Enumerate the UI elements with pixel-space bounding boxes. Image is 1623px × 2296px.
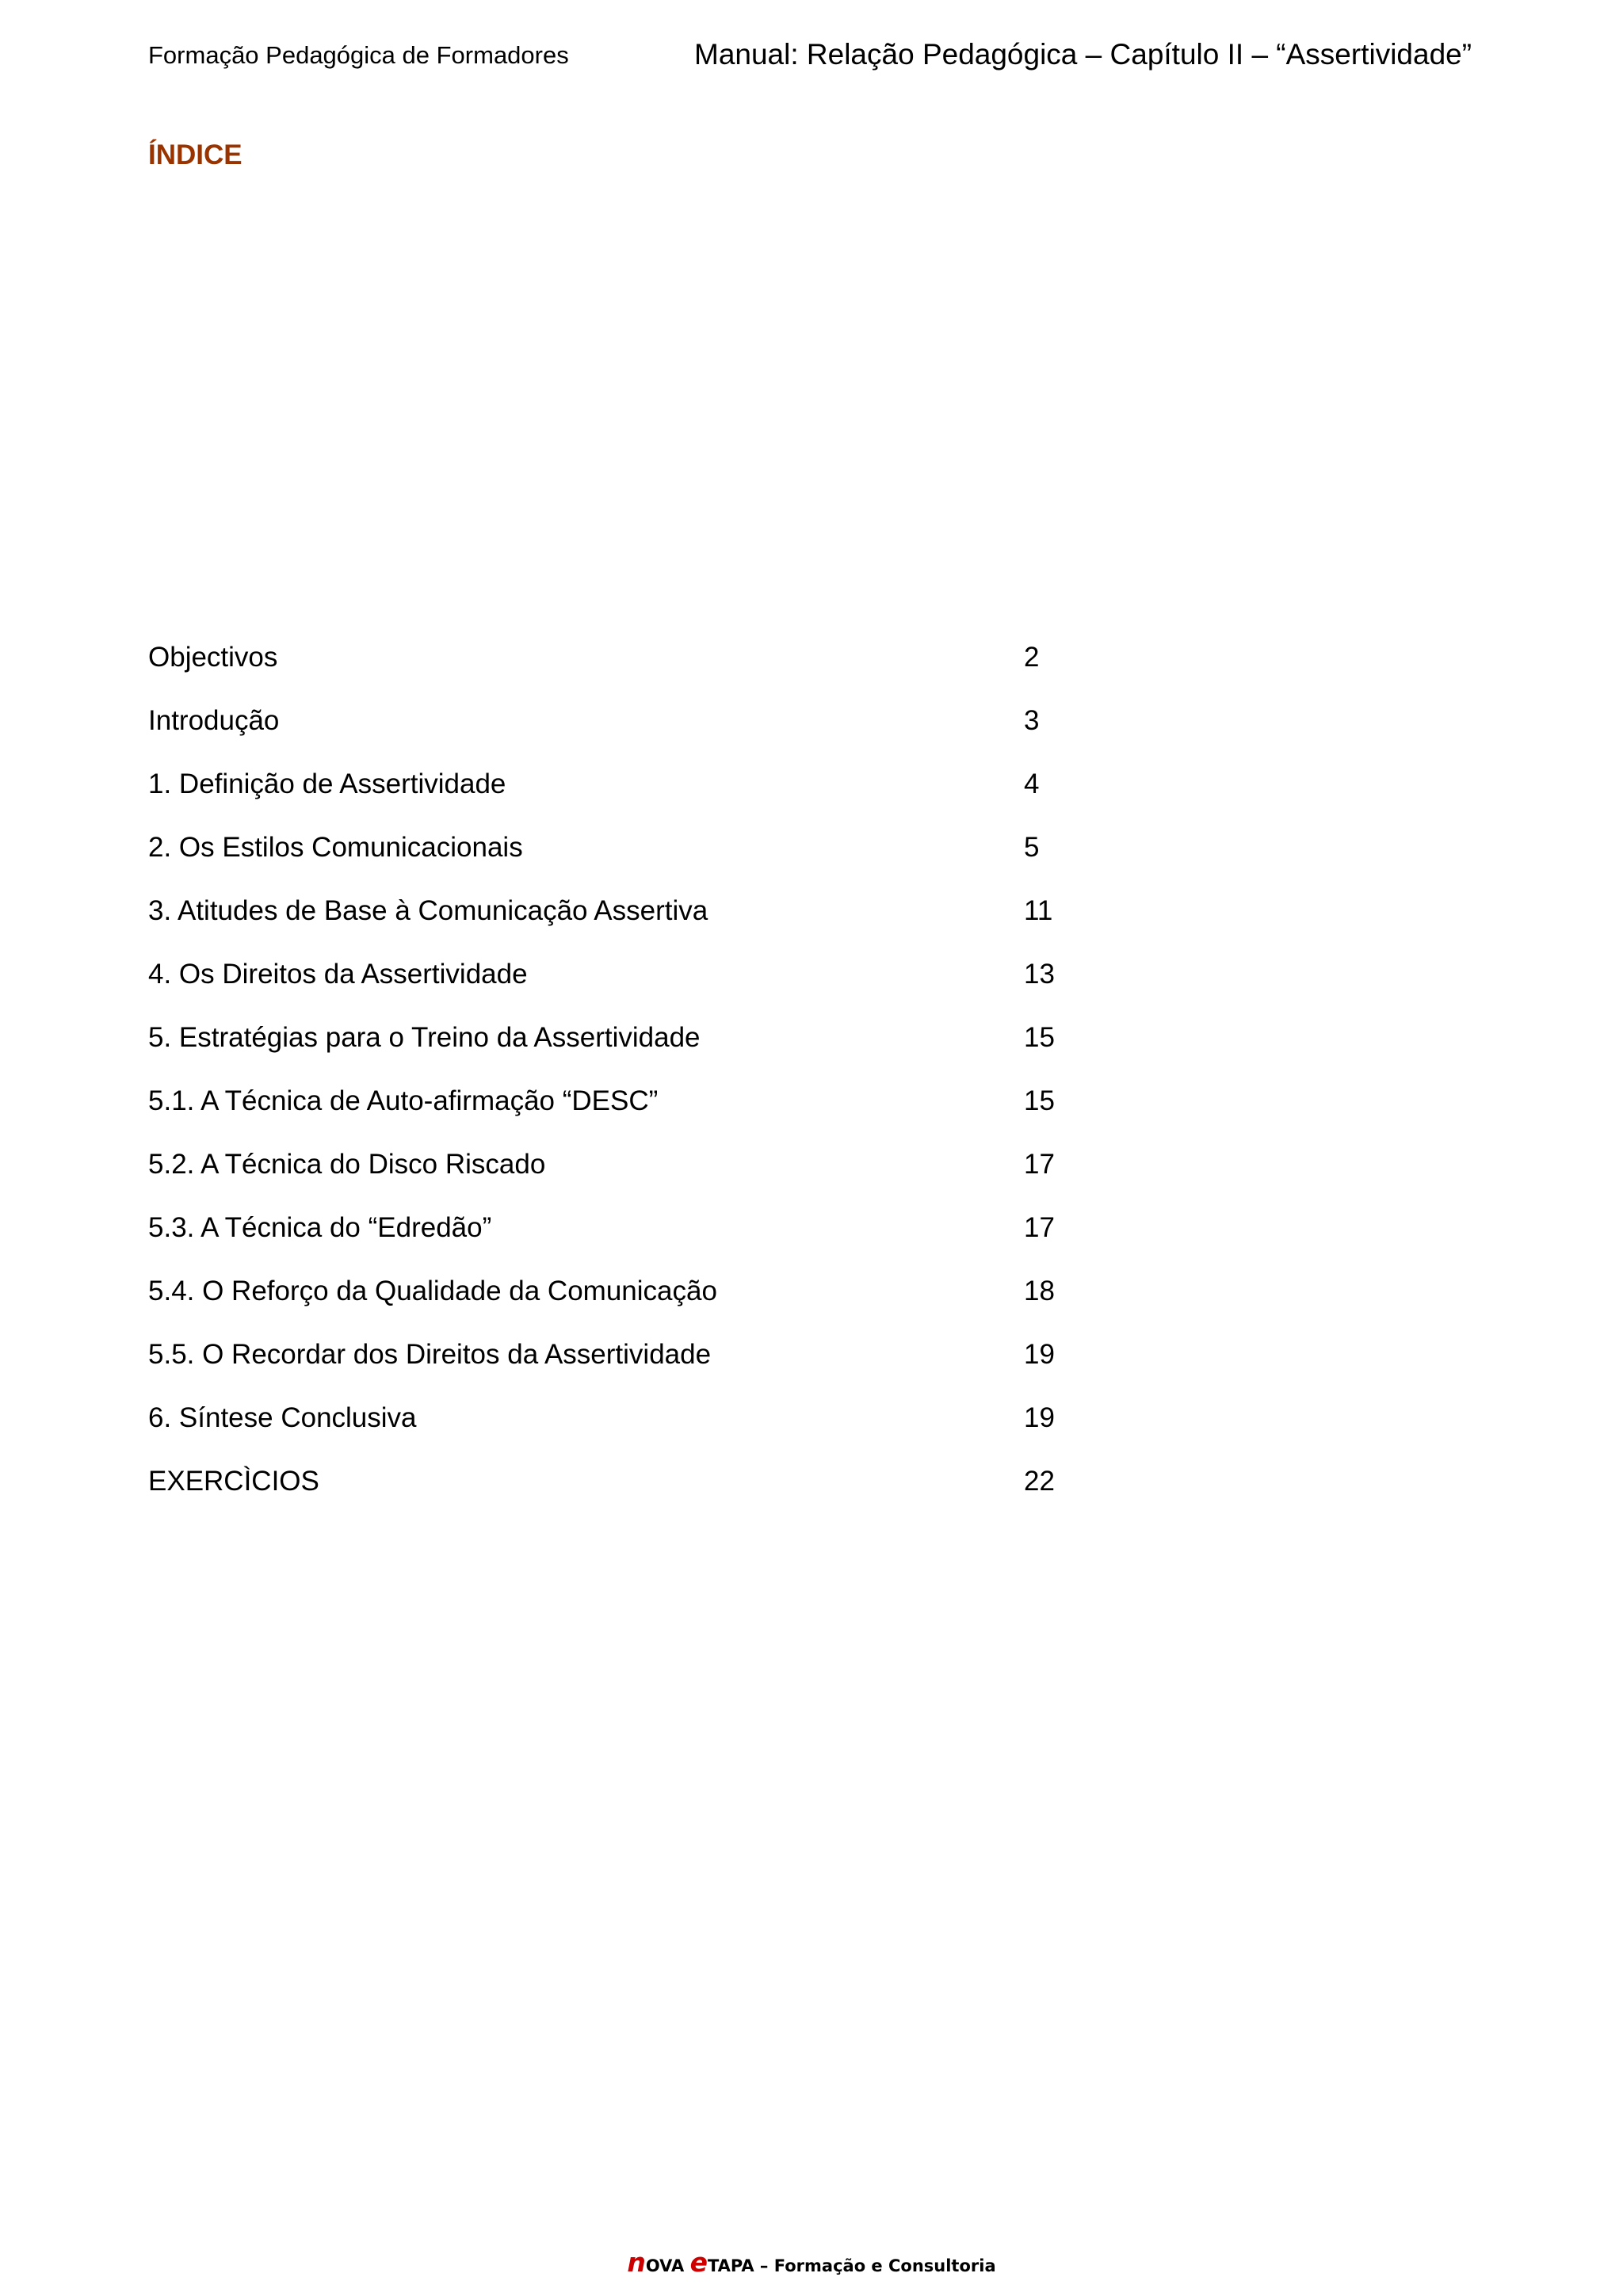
toc-entry-page: 13 [1024,959,1055,990]
toc-entry-page: 18 [1024,1276,1055,1306]
header-right: Manual: Relação Pedagógica – Capítulo II – “Assertividade” [694,38,1472,71]
toc-entry-atitudes [148,895,1099,959]
toc-entry-page: 19 [1024,1339,1055,1370]
footer-n-letter: n [627,2247,646,2278]
toc-entry-page: 4 [1024,769,1040,799]
toc-entry-direitos [148,959,1099,1022]
toc-entry-page: 19 [1024,1402,1055,1433]
toc-entry-page: 15 [1024,1022,1055,1053]
toc-entry-label: 5. Estratégias para o Treino da Assertividade [148,1022,701,1053]
toc-entry-label: 6. Síntese Conclusiva [148,1402,417,1433]
toc-entry-label: 5.4. O Reforço da Qualidade da Comunicação [148,1276,717,1306]
toc-entry-disco-riscado [148,1149,1099,1212]
toc-entry-page: 2 [1024,642,1040,673]
toc-entry-definicao [148,769,1099,832]
toc-entry-page: 17 [1024,1149,1055,1180]
header-left: Formação Pedagógica de Formadores [148,41,569,69]
footer-ova: OVA [645,2256,690,2275]
toc-entry-label: Objectivos [148,642,278,673]
footer-rest: – Formação e Consultoria [754,2256,996,2275]
toc-entry-objectivos [148,642,1099,705]
toc-entry-introducao [148,705,1099,769]
toc-entry-page: 15 [1024,1085,1055,1116]
toc-entry-edredao [148,1212,1099,1276]
toc-entry-label: 1. Definição de Assertividade [148,769,506,799]
toc-entry-page: 17 [1024,1212,1055,1243]
toc-entry-label: 3. Atitudes de Base à Comunicação Assertiva [148,895,708,926]
toc-entry-estrategias [148,1022,1099,1085]
footer-e-letter: e [689,2247,708,2278]
toc-entry-label: 5.5. O Recordar dos Direitos da Assertividade [148,1339,712,1370]
table-of-contents [148,642,1099,1529]
toc-entry-label: 4. Os Direitos da Assertividade [148,959,528,990]
toc-entry-page: 3 [1024,705,1040,736]
toc-entry-page: 22 [1024,1466,1055,1497]
toc-entry-page: 11 [1024,895,1053,926]
toc-entry-exercicios [148,1466,1099,1529]
toc-entry-label: 5.1. A Técnica de Auto-afirmação “DESC” [148,1085,659,1116]
toc-entry-label: Introdução [148,705,280,736]
toc-entry-recordar [148,1339,1099,1402]
footer-company [0,2247,1623,2278]
toc-entry-page: 5 [1024,832,1040,863]
toc-entry-label: EXERCÌCIOS [148,1466,319,1497]
toc-entry-reforco [148,1276,1099,1339]
toc-entry-sintese [148,1402,1099,1466]
toc-entry-label: 5.2. A Técnica do Disco Riscado [148,1149,546,1180]
index-title: ÍNDICE [148,139,242,170]
toc-entry-desc [148,1085,1099,1149]
toc-entry-label: 2. Os Estilos Comunicacionais [148,832,523,863]
toc-entry-label: 5.3. A Técnica do “Edredão” [148,1212,492,1243]
footer-tapa: TAPA [707,2256,754,2275]
toc-entry-estilos [148,832,1099,895]
